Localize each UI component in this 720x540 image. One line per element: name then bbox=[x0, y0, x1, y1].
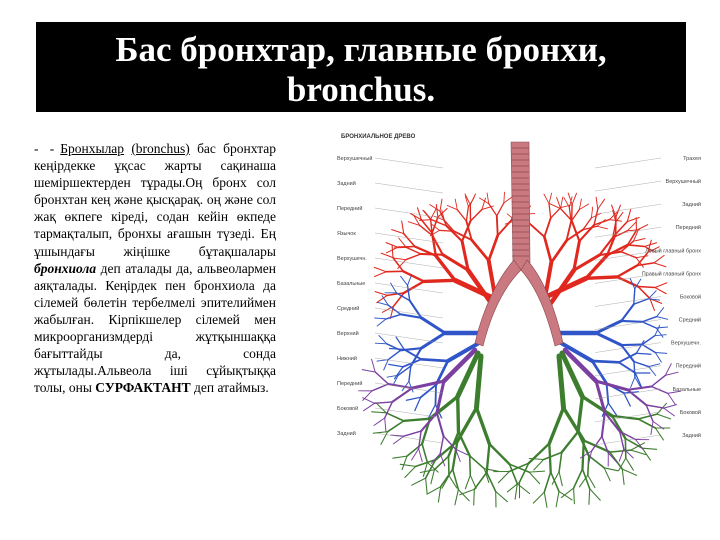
branch bbox=[596, 321, 621, 333]
branch bbox=[487, 444, 490, 472]
branch bbox=[496, 492, 508, 502]
branch bbox=[507, 482, 519, 492]
branch bbox=[551, 241, 566, 263]
branch bbox=[598, 199, 605, 209]
branch bbox=[559, 356, 564, 408]
branch bbox=[374, 267, 386, 271]
left-lobe-label: Верхушечный bbox=[337, 156, 373, 162]
branch bbox=[549, 444, 550, 473]
branch bbox=[455, 199, 457, 210]
branch bbox=[654, 256, 664, 263]
branch bbox=[556, 491, 559, 506]
branch bbox=[562, 432, 578, 453]
right-lobe-leader-line bbox=[595, 227, 661, 237]
paragraph-part-1: бас бронхтар кеңірдекке ұқсас жарты сақинаша шеміршектерден тұрады.Оң бронх сол бронхтан кең және қысқарақ. оң және сол жақ өкпеге кіреді, содан кейін өкпеде тармақталып, бронхы ағашын түзеді. Ең ұшындағы жіңішке бұтақшалары bbox=[34, 141, 276, 259]
branch bbox=[375, 343, 386, 344]
branch bbox=[631, 377, 635, 388]
term-surfactant: СУРФАКТАНТ bbox=[95, 380, 191, 396]
branch bbox=[375, 402, 393, 403]
branch bbox=[477, 356, 482, 408]
branch bbox=[376, 403, 386, 413]
branch bbox=[529, 444, 550, 464]
branch bbox=[497, 203, 504, 216]
term-bronchus-latin: (bronchus) bbox=[131, 141, 190, 156]
branch bbox=[529, 472, 540, 484]
branch bbox=[377, 319, 386, 326]
right-lobe-label: Средний bbox=[678, 317, 701, 324]
right-lobe-label: Задний bbox=[682, 432, 701, 439]
branch bbox=[489, 236, 498, 261]
branch bbox=[381, 253, 393, 257]
right-main-bronchus-shape bbox=[475, 260, 521, 346]
right-lobe-leader-line bbox=[595, 181, 661, 191]
branch bbox=[627, 222, 635, 231]
branch bbox=[655, 288, 666, 294]
branch bbox=[419, 449, 423, 462]
left-lobe-label: Передний bbox=[337, 381, 363, 387]
branch bbox=[372, 359, 376, 372]
branch bbox=[388, 305, 400, 314]
branch bbox=[612, 416, 625, 439]
branch bbox=[388, 350, 400, 359]
left-lobe-label: Боковой bbox=[337, 406, 359, 412]
branch bbox=[646, 405, 664, 408]
branch bbox=[449, 456, 450, 475]
branch bbox=[392, 230, 404, 234]
branch bbox=[364, 403, 375, 410]
left-lobe-label: Базальные bbox=[337, 281, 366, 287]
branch bbox=[588, 456, 589, 475]
branch bbox=[412, 381, 444, 388]
branch bbox=[402, 456, 407, 470]
branch bbox=[412, 478, 426, 485]
branch bbox=[466, 207, 468, 222]
bronchial-tree-illustration bbox=[333, 128, 705, 510]
branch bbox=[583, 441, 584, 470]
left-lobe-label: Задний bbox=[337, 431, 356, 437]
right-lobe-label: Передний bbox=[675, 363, 701, 370]
branch bbox=[551, 208, 561, 219]
branch bbox=[437, 413, 444, 436]
branch bbox=[544, 194, 549, 204]
branch bbox=[651, 421, 653, 434]
right-lobe-label: Левый главный бронх bbox=[645, 248, 701, 255]
branch bbox=[427, 487, 441, 495]
branch bbox=[559, 452, 562, 471]
branch bbox=[474, 472, 486, 489]
branch bbox=[604, 468, 618, 471]
branch bbox=[591, 207, 592, 218]
branch bbox=[470, 456, 471, 475]
branch bbox=[544, 218, 550, 237]
branch bbox=[657, 317, 668, 320]
branch bbox=[624, 393, 631, 406]
branch bbox=[426, 478, 428, 494]
branch bbox=[544, 452, 562, 459]
branch bbox=[440, 199, 442, 211]
branch bbox=[406, 254, 421, 260]
branch bbox=[529, 471, 545, 472]
branch bbox=[424, 280, 455, 281]
branch bbox=[504, 192, 505, 203]
right-lobe-label: Правый главный бронх bbox=[641, 271, 701, 278]
branch bbox=[409, 366, 411, 381]
title-banner bbox=[36, 22, 686, 112]
branch bbox=[504, 197, 513, 203]
branch bbox=[621, 252, 636, 258]
branch bbox=[487, 193, 489, 204]
title-line-2: bronchus. bbox=[286, 70, 436, 109]
branch bbox=[379, 336, 387, 344]
right-lobe-label: Верхушечный bbox=[665, 179, 701, 186]
branch bbox=[633, 239, 645, 242]
branch bbox=[393, 436, 404, 444]
left-lobe-leader-line bbox=[375, 183, 443, 193]
branch bbox=[420, 470, 434, 473]
branch bbox=[487, 472, 496, 491]
branch bbox=[559, 472, 562, 486]
branch bbox=[398, 260, 406, 269]
branch bbox=[621, 321, 642, 322]
branch bbox=[388, 384, 412, 388]
branch bbox=[578, 397, 582, 432]
branch bbox=[627, 210, 630, 222]
left-lobe-label: Средний bbox=[337, 306, 360, 312]
branch bbox=[642, 322, 656, 328]
branch bbox=[604, 468, 610, 481]
bullet-dashes: - - bbox=[34, 141, 57, 156]
branch bbox=[404, 419, 430, 421]
branch bbox=[470, 475, 476, 488]
branch bbox=[375, 372, 388, 384]
bronchial-tree-svg bbox=[333, 128, 705, 510]
branch bbox=[597, 226, 608, 229]
trachea-shape bbox=[511, 142, 530, 270]
branch bbox=[655, 335, 666, 336]
branch bbox=[489, 444, 509, 464]
paragraph-part-3: деп атаймыз. bbox=[194, 380, 269, 396]
branch bbox=[362, 370, 375, 372]
branch bbox=[406, 397, 420, 400]
paragraph-part-2: деп аталады да, альвеолармен аяқталады. Кеңірдек пен бронхиола да сілемей бөлетін тербелмелі эпителиймен жабылған. Кірпікшелер сілемей мен микроорганизмдерді жұтқыншаққа бағыттайды да, сонда жұтылады.Альвеола іші сұйықтыққа толы, оны bbox=[34, 260, 276, 396]
branch bbox=[617, 266, 637, 277]
branch bbox=[544, 237, 551, 263]
right-lobe-label: Верхушечн. bbox=[671, 340, 701, 347]
branch bbox=[610, 450, 631, 452]
branch bbox=[561, 197, 563, 208]
branch bbox=[457, 408, 476, 441]
branch bbox=[394, 247, 406, 248]
left-main-bronchus-shape bbox=[521, 260, 563, 346]
branch bbox=[533, 492, 544, 503]
branch bbox=[664, 405, 677, 409]
branch bbox=[403, 271, 424, 281]
branch bbox=[549, 193, 552, 203]
right-lobe-leader-line bbox=[595, 204, 661, 214]
left-lobe-label: Верхушечн. bbox=[337, 256, 367, 262]
branch bbox=[404, 234, 415, 247]
branch bbox=[404, 431, 421, 436]
branch bbox=[549, 408, 563, 444]
branch bbox=[477, 408, 490, 444]
branch bbox=[655, 353, 666, 354]
left-lobe-leader-line bbox=[375, 258, 443, 268]
branch bbox=[544, 472, 550, 492]
branch bbox=[586, 277, 617, 278]
branch bbox=[381, 432, 388, 445]
branch bbox=[636, 341, 644, 354]
branch bbox=[620, 431, 636, 439]
branch bbox=[590, 489, 601, 500]
branch bbox=[664, 408, 675, 416]
branch bbox=[657, 308, 664, 317]
branch bbox=[393, 456, 407, 458]
branch bbox=[415, 397, 421, 410]
branch bbox=[574, 488, 575, 504]
branch bbox=[372, 412, 386, 413]
branch bbox=[622, 469, 636, 475]
branch bbox=[392, 245, 393, 258]
branch bbox=[619, 362, 636, 373]
branch bbox=[642, 448, 656, 449]
branch bbox=[628, 245, 645, 247]
branch bbox=[431, 209, 437, 220]
branch bbox=[642, 317, 657, 322]
branch bbox=[455, 490, 459, 505]
branch bbox=[470, 456, 485, 469]
branch bbox=[374, 418, 385, 426]
branch bbox=[421, 318, 445, 333]
branch bbox=[422, 444, 427, 463]
branch bbox=[642, 336, 655, 345]
branch bbox=[638, 287, 655, 288]
branch bbox=[396, 337, 404, 349]
branch bbox=[390, 349, 405, 350]
branch bbox=[363, 391, 372, 401]
branch bbox=[572, 221, 580, 241]
right-lobe-leader-line bbox=[595, 158, 661, 168]
left-lobe-leader-line bbox=[375, 208, 443, 218]
branch bbox=[549, 204, 551, 219]
branch bbox=[638, 287, 650, 299]
branch bbox=[608, 453, 617, 463]
branch bbox=[655, 283, 667, 288]
branch bbox=[622, 469, 624, 484]
branch bbox=[636, 353, 651, 354]
right-lobe-label: Боковой bbox=[679, 409, 701, 416]
branch bbox=[402, 221, 404, 233]
branch bbox=[440, 436, 443, 454]
branch bbox=[472, 240, 489, 261]
branch bbox=[655, 428, 663, 440]
term-bronchiole: бронхиола bbox=[34, 260, 97, 276]
branch bbox=[421, 254, 443, 255]
branch bbox=[394, 258, 406, 260]
branch bbox=[375, 292, 387, 296]
right-lobe-label: Задний bbox=[682, 202, 701, 209]
branch bbox=[497, 216, 498, 236]
branch bbox=[405, 466, 416, 477]
branch bbox=[421, 333, 445, 348]
branch bbox=[375, 318, 386, 319]
branch bbox=[544, 492, 547, 507]
branch bbox=[431, 470, 435, 484]
left-lobe-label: Верхний bbox=[337, 331, 359, 337]
branch bbox=[384, 360, 389, 370]
branch bbox=[634, 362, 649, 367]
branch bbox=[610, 452, 623, 469]
left-lobe-label: Задний bbox=[337, 181, 356, 187]
left-lobe-label: Передний bbox=[337, 206, 363, 212]
branch bbox=[579, 199, 581, 210]
branch bbox=[668, 393, 675, 404]
title-line-1: Бас бронхтар, главные бронхи, bbox=[115, 30, 607, 69]
figure-heading: БРОНХИАЛЬНОЕ ДРЕВО bbox=[341, 134, 416, 140]
branch bbox=[636, 256, 648, 258]
left-lobe-leader-line bbox=[375, 158, 443, 168]
branch bbox=[607, 383, 609, 403]
branch bbox=[438, 487, 440, 503]
branch bbox=[408, 285, 410, 300]
branch bbox=[589, 489, 590, 505]
branch bbox=[436, 205, 438, 218]
right-lobe-label: Базальные bbox=[672, 386, 701, 393]
branch bbox=[534, 460, 544, 471]
branch bbox=[431, 219, 433, 235]
branch bbox=[465, 475, 470, 489]
left-lobe-label: Нижний bbox=[337, 356, 357, 362]
branch bbox=[626, 458, 634, 470]
branch bbox=[564, 198, 569, 207]
branch bbox=[458, 397, 459, 433]
branch bbox=[386, 314, 401, 319]
branch bbox=[440, 230, 455, 231]
branch bbox=[471, 210, 482, 222]
branch bbox=[489, 204, 497, 216]
branch bbox=[579, 204, 588, 210]
branch bbox=[621, 304, 633, 321]
branch bbox=[386, 413, 404, 421]
branch bbox=[596, 197, 598, 209]
branch bbox=[596, 333, 621, 345]
branch bbox=[634, 289, 635, 304]
branch bbox=[561, 488, 573, 498]
branch bbox=[634, 362, 635, 377]
branch bbox=[421, 359, 448, 361]
branch bbox=[559, 491, 572, 500]
branch bbox=[399, 238, 407, 247]
body-paragraph bbox=[34, 140, 276, 396]
branch bbox=[592, 361, 619, 362]
branch bbox=[447, 206, 457, 210]
branch bbox=[385, 418, 386, 431]
branch bbox=[649, 367, 656, 376]
branch bbox=[655, 353, 661, 363]
branch bbox=[651, 375, 665, 386]
branch bbox=[424, 211, 432, 220]
branch bbox=[498, 472, 509, 483]
branch bbox=[388, 421, 404, 432]
branch bbox=[657, 414, 671, 419]
branch bbox=[436, 385, 437, 405]
branch bbox=[589, 456, 604, 468]
branch bbox=[621, 345, 642, 346]
branch bbox=[391, 283, 397, 293]
branch bbox=[389, 364, 403, 366]
branch bbox=[596, 381, 627, 390]
right-lobe-label: Трахея bbox=[683, 156, 701, 162]
branch bbox=[375, 272, 387, 277]
left-lobe-leader-line bbox=[375, 333, 443, 343]
branch bbox=[530, 224, 545, 237]
left-lobe-label: Язычок bbox=[337, 231, 356, 237]
branch bbox=[594, 209, 598, 225]
branch bbox=[627, 218, 639, 222]
right-lobe-label: Передний bbox=[675, 225, 701, 232]
branch bbox=[372, 384, 389, 391]
branch bbox=[654, 263, 666, 267]
branch bbox=[400, 464, 415, 466]
branch bbox=[642, 345, 655, 353]
branch bbox=[656, 327, 667, 328]
branch bbox=[401, 276, 408, 285]
branch bbox=[457, 210, 466, 221]
right-lobe-label: Боковой bbox=[679, 294, 701, 301]
branch bbox=[408, 275, 412, 286]
term-bronchi: Бронхылар bbox=[60, 141, 125, 156]
branch bbox=[431, 454, 440, 464]
branch bbox=[404, 281, 424, 293]
branch bbox=[474, 489, 475, 505]
branch bbox=[572, 193, 576, 204]
